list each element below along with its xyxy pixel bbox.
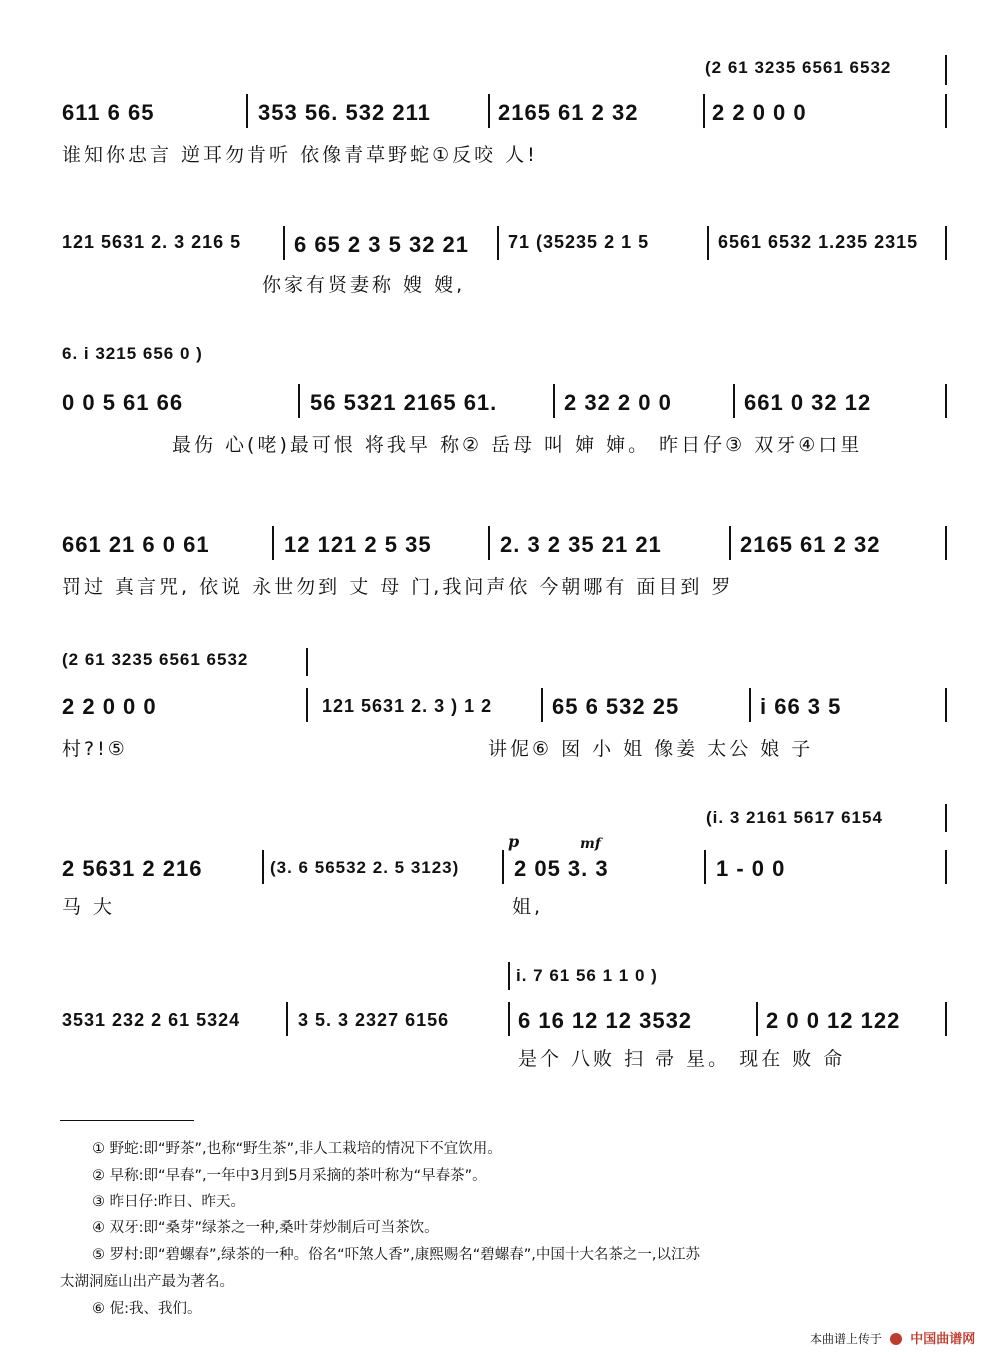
notes-row-5-bar-3: 65 6 532 25 [552, 694, 680, 719]
notes-row-2-bar-1: 121 5631 2. 3 216 5 [62, 232, 242, 252]
barline [945, 55, 947, 85]
notes-row-1-bar-4: 2 2 0 0 0 [712, 100, 807, 125]
footnote-3: ③ 昨日仔:昨日、昨天。 [92, 1194, 245, 1210]
barline [298, 384, 300, 418]
barline [553, 384, 555, 418]
barline [707, 226, 709, 260]
notes-row-3-bar-2: 56 5321 2165 61. [310, 390, 498, 415]
barline [945, 850, 947, 884]
notes-row-3-bar-3: 2 32 2 0 0 [564, 390, 672, 415]
notes-row-5-bar-4: i 66 3 5 [760, 694, 842, 719]
barline [945, 1002, 947, 1036]
accompaniment-line-7: i. 7 61 56 1 1 0 ) [516, 966, 658, 985]
barline [945, 804, 947, 832]
notes-row-4-bar-1: 661 21 6 0 61 [62, 532, 210, 557]
notes-row-4-bar-3: 2. 3 2 35 21 21 [500, 532, 662, 557]
notes-row-1-bar-1: 611 6 65 [62, 100, 155, 125]
barline [306, 648, 308, 676]
barline [508, 962, 510, 990]
barline [283, 226, 285, 260]
footnote-5: ⑤ 罗村:即“碧螺春”,绿茶的一种。俗名“吓煞人香”,康熙赐名“碧螺春”,中国十大名茶之一,以江苏 [92, 1247, 700, 1263]
lyrics-row-5: 讲伲⑥ 囡 小 姐 像姜 太公 娘 子 [488, 738, 814, 760]
lyrics-row-6: 姐, [512, 896, 544, 918]
accompaniment-line-6: (i. 3 2161 5617 6154 [706, 808, 883, 827]
barline [945, 688, 947, 722]
notes-row-2-bar-3: 71 (35235 2 1 5 [508, 232, 650, 252]
lyrics-row-1: 谁知你忠言 逆耳勿肯听 依像青草野蛇①反咬 人! [62, 144, 538, 166]
notes-row-7-bar-2: 3 5. 3 2327 6156 [298, 1010, 450, 1030]
barline [729, 526, 731, 560]
barline [488, 94, 490, 128]
barline [272, 526, 274, 560]
barline [246, 94, 248, 128]
barline [306, 688, 308, 722]
notes-row-6-bar-2: (3. 6 56532 2. 5 3123) [270, 858, 460, 877]
barline [704, 850, 706, 884]
barline [488, 526, 490, 560]
barline [945, 226, 947, 260]
accompaniment-line-5: (2 61 3235 6561 6532 [62, 650, 249, 669]
notes-row-3-bar-4: 661 0 32 12 [744, 390, 872, 415]
barline [945, 384, 947, 418]
footnote-6: ⑥ 伲:我、我们。 [92, 1301, 202, 1317]
lyrics-row-4: 罚过 真言咒, 依说 永世勿到 丈 母 门,我问声依 今朝哪有 面目到 罗 [62, 576, 734, 598]
barline [749, 688, 751, 722]
barline [286, 1002, 288, 1036]
credit-brand: 中国曲谱网 [910, 1332, 976, 1347]
lyrics-row-5-left: 村?!⑤ [62, 738, 128, 760]
notes-row-7-bar-4: 2 0 0 12 122 [766, 1008, 901, 1033]
notes-row-4-bar-2: 12 121 2 5 35 [284, 532, 432, 557]
notes-row-6-bar-1: 2 5631 2 216 [62, 856, 203, 881]
lyrics-row-6-left: 马 大 [62, 896, 116, 918]
dynamic-piano: p [508, 832, 520, 851]
notes-row-7-bar-3: 6 16 12 12 3532 [518, 1008, 693, 1033]
lyrics-row-7: 是个 八败 扫 帚 星。 现在 败 命 [518, 1048, 846, 1070]
credit-text: 本曲谱上传于 [810, 1332, 883, 1346]
notes-row-7-bar-1: 3531 232 2 61 5324 [62, 1010, 241, 1030]
notes-row-6-bar-4: 1 - 0 0 [716, 856, 786, 881]
site-logo-icon [890, 1333, 902, 1345]
notes-row-1-bar-2: 353 56. 532 211 [258, 100, 431, 125]
notes-row-5-bar-1: 2 2 0 0 0 [62, 694, 157, 719]
barline [497, 226, 499, 260]
barline [262, 850, 264, 884]
footnote-5-continued: 太湖洞庭山出产最为著名。 [60, 1274, 234, 1290]
accompaniment-line-3: 6. i 3215 656 0 ) [62, 344, 203, 363]
lyrics-row-3: 最伤 心(咾)最可恨 将我早 称② 岳母 叫 婶 婶。 昨日仔③ 双牙④口里 [172, 434, 863, 456]
footnote-1: ① 野蛇:即“野茶”,也称“野生茶”,非人工栽培的情况下不宜饮用。 [92, 1141, 502, 1157]
barline [756, 1002, 758, 1036]
barline [703, 94, 705, 128]
footnote-4: ④ 双牙:即“桑芽”绿茶之一种,桑叶芽炒制后可当茶饮。 [92, 1220, 439, 1236]
dynamic-mezzo-forte: mf [580, 836, 601, 852]
accompaniment-line-1: (2 61 3235 6561 6532 [705, 58, 892, 77]
barline [733, 384, 735, 418]
notes-row-6-bar-3: 2 05 3. 3 [514, 856, 609, 881]
barline [502, 850, 504, 884]
notes-row-3-bar-1: 0 0 5 61 66 [62, 390, 184, 415]
site-credit [810, 1328, 975, 1347]
notes-row-1-bar-3: 2165 61 2 32 [498, 100, 639, 125]
notes-row-2-bar-2: 6 65 2 3 5 32 21 [294, 232, 470, 257]
barline [945, 526, 947, 560]
footnote-2: ② 早称:即“早春”,一年中3月到5月采摘的茶叶称为“早春茶”。 [92, 1168, 487, 1184]
lyrics-row-2: 你家有贤妻称 嫂 嫂, [262, 274, 466, 296]
barline [508, 1002, 510, 1036]
notes-row-2-bar-4: 6561 6532 1.235 2315 [718, 232, 919, 252]
notes-row-4-bar-4: 2165 61 2 32 [740, 532, 881, 557]
barline [945, 94, 947, 128]
notes-row-5-bar-2: 121 5631 2. 3 ) 1 2 [322, 696, 493, 716]
footnote-rule [60, 1120, 194, 1121]
barline [541, 688, 543, 722]
